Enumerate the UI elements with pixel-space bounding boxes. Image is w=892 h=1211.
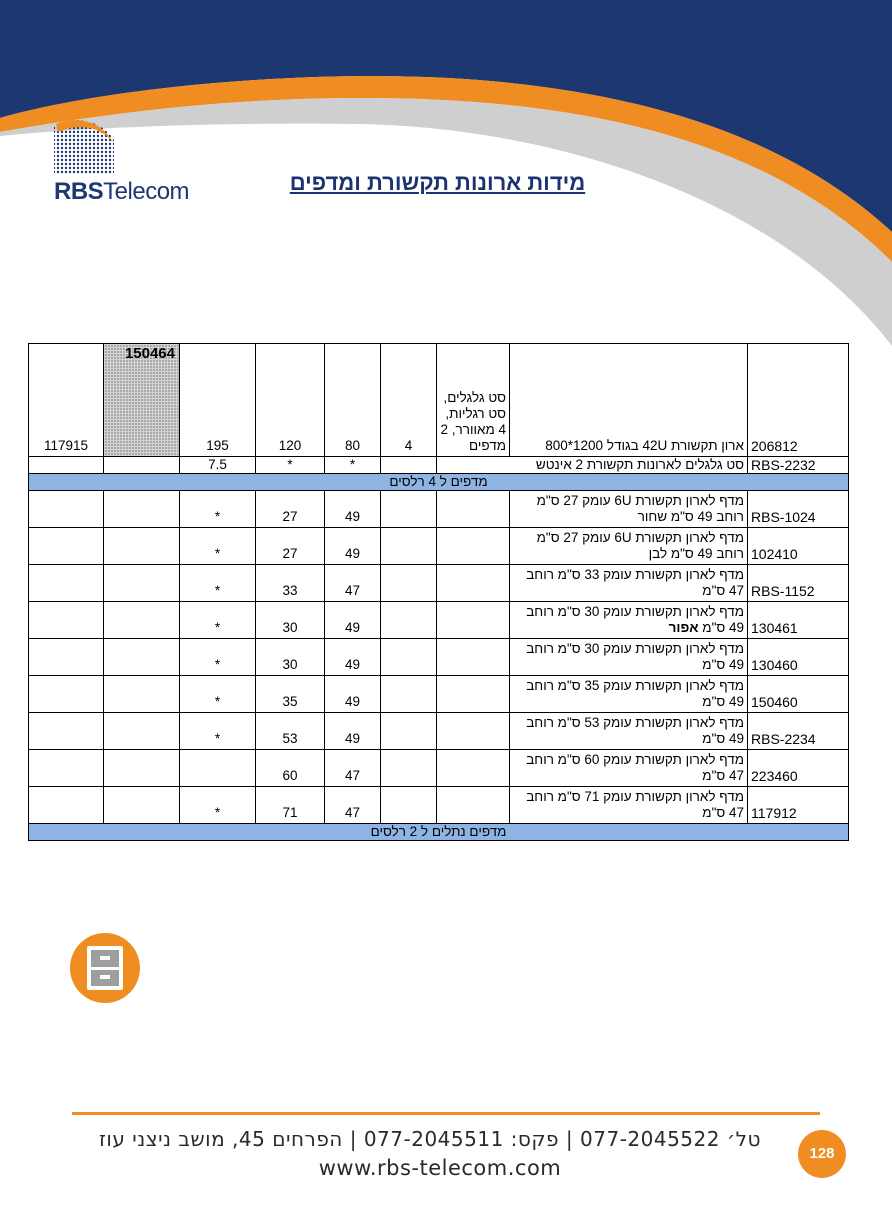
table-row	[29, 565, 849, 602]
item-description-text: מדף לארון תקשורת עומק 30 ס"מ רוחב 49 ס"מ	[526, 604, 744, 635]
cell-c5: *	[256, 457, 325, 474]
item-description: מדף לארון תקשורת עומק 30 ס"מ רוחב 49 ס"מ	[510, 639, 748, 676]
footer-contact: טל׳ 077-2045522 | פקס: 077-2045511 | הפרחים 45, מושב ניצני עוז	[98, 1127, 761, 1151]
item-description: מדף לארון תקשורת עומק 33 ס"מ רוחב 47 ס"מ	[510, 565, 748, 602]
cell-depth: 27	[256, 528, 325, 565]
cell-c7	[104, 565, 180, 602]
item-code: 150460	[748, 676, 849, 713]
cell-width: 49	[325, 713, 381, 750]
cell-c8	[29, 565, 104, 602]
page-number-badge: 128	[798, 1130, 846, 1178]
table-row	[29, 713, 849, 750]
table-row	[29, 676, 849, 713]
cell-c7	[104, 787, 180, 824]
cell-c8: 117915	[29, 344, 104, 457]
cell-star: *	[180, 676, 256, 713]
cell-depth: 60	[256, 750, 325, 787]
cell-c7	[104, 491, 180, 528]
cell-star: *	[180, 528, 256, 565]
cell-width: 47	[325, 565, 381, 602]
section-header	[29, 474, 849, 491]
cell-width: 47	[325, 750, 381, 787]
cell-c2	[437, 528, 510, 565]
cell-c4: *	[325, 457, 381, 474]
table-row	[29, 639, 849, 676]
cell-c2	[437, 750, 510, 787]
cell-star: *	[180, 787, 256, 824]
cell-star: *	[180, 639, 256, 676]
cell-c8	[29, 676, 104, 713]
cell-c4: 80	[325, 344, 381, 457]
item-code: 206812	[748, 344, 849, 457]
table-row	[29, 602, 849, 639]
cell-depth: 30	[256, 602, 325, 639]
item-description	[510, 602, 748, 639]
cell-width: 49	[325, 528, 381, 565]
item-description: מדף לארון תקשורת עומק 35 ס"מ רוחב 49 ס"מ	[510, 676, 748, 713]
item-code: RBS-2234	[748, 713, 849, 750]
cell-c7	[104, 639, 180, 676]
item-code: 130461	[748, 602, 849, 639]
cell-star: *	[180, 491, 256, 528]
cell-c8	[29, 787, 104, 824]
cell-c8	[29, 602, 104, 639]
item-code: 117912	[748, 787, 849, 824]
table-row	[29, 528, 849, 565]
cell-depth: 27	[256, 491, 325, 528]
drawer-glyph	[70, 933, 140, 1003]
cell-c3	[381, 713, 437, 750]
rbs-telecom-logo	[52, 118, 192, 208]
page-title: מידות ארונות תקשורת ומדפים	[289, 170, 586, 195]
cell-c2	[437, 565, 510, 602]
cell-c2	[437, 602, 510, 639]
item-description: מדף לארון תקשורת עומק 53 ס"מ רוחב 49 ס"מ	[510, 713, 748, 750]
cell-c2	[437, 676, 510, 713]
cabinet-drawer-icon	[70, 933, 140, 1003]
item-description: סט גלגלים לארונות תקשורת 2 אינטש	[437, 457, 748, 474]
cell-c7	[104, 528, 180, 565]
table-row	[29, 491, 849, 528]
logo-brand-light: Telecom	[103, 178, 190, 205]
cell-c8	[29, 639, 104, 676]
item-description: מדף לארון תקשורת 6U עומק 27 ס"מ רוחב 49 ס"מ לבן	[510, 528, 748, 565]
cell-depth: 33	[256, 565, 325, 602]
cell-c8	[29, 713, 104, 750]
cell-c6: 195	[180, 344, 256, 457]
cell-c8	[29, 750, 104, 787]
item-extras: סט גלגלים, סט רגליות, 4 מאוורר, 2 מדפים	[437, 344, 510, 457]
cell-width: 47	[325, 787, 381, 824]
cell-c3	[381, 676, 437, 713]
cell-width: 49	[325, 639, 381, 676]
cell-c7	[104, 750, 180, 787]
item-code: 130460	[748, 639, 849, 676]
cell-c2	[437, 713, 510, 750]
cell-c7	[104, 602, 180, 639]
cell-c2	[437, 491, 510, 528]
table-row	[29, 457, 849, 474]
cell-depth: 53	[256, 713, 325, 750]
section-title: מדפים ל 4 רלסים	[29, 474, 849, 491]
table-row	[29, 750, 849, 787]
item-code: RBS-1152	[748, 565, 849, 602]
cell-c8	[29, 457, 104, 474]
table-row	[29, 787, 849, 824]
section-header	[29, 824, 849, 841]
cell-width: 49	[325, 676, 381, 713]
cell-c7: 150464	[104, 344, 180, 457]
cell-star: *	[180, 565, 256, 602]
cell-c6: 7.5	[180, 457, 256, 474]
cell-c3: 4	[381, 344, 437, 457]
cell-depth: 35	[256, 676, 325, 713]
cell-c3	[381, 602, 437, 639]
cell-width: 49	[325, 602, 381, 639]
section-title: מדפים נתלים ל 2 רלסים	[29, 824, 849, 841]
item-description: מדף לארון תקשורת 6U עומק 27 ס"מ רוחב 49 ס"מ שחור	[510, 491, 748, 528]
logo-globe-icon	[52, 118, 116, 176]
cell-c5: 120	[256, 344, 325, 457]
item-color-label: אפור	[668, 620, 699, 635]
cell-c2	[437, 787, 510, 824]
cell-c8	[29, 528, 104, 565]
item-code: RBS-1024	[748, 491, 849, 528]
cell-width: 49	[325, 491, 381, 528]
item-description: מדף לארון תקשורת עומק 60 ס"מ רוחב 47 ס"מ	[510, 750, 748, 787]
cell-depth: 71	[256, 787, 325, 824]
cell-c7	[104, 457, 180, 474]
cell-c7	[104, 713, 180, 750]
item-description: מדף לארון תקשורת עומק 71 ס"מ רוחב 47 ס"מ	[510, 787, 748, 824]
item-code: RBS-2232	[748, 457, 849, 474]
cell-c3	[381, 528, 437, 565]
cell-c2	[437, 639, 510, 676]
cell-c3	[381, 457, 437, 474]
cell-c3	[381, 750, 437, 787]
cell-star	[180, 750, 256, 787]
cell-depth: 30	[256, 639, 325, 676]
item-description: ארון תקשורת 42U בגודל 1200*800	[510, 344, 748, 457]
footer-website-link[interactable]: www.rbs-telecom.com	[318, 1156, 562, 1180]
dimensions-table	[28, 343, 849, 841]
cell-c3	[381, 639, 437, 676]
table-row	[29, 344, 849, 457]
logo-brand-bold: RBS	[54, 178, 104, 205]
cell-star: *	[180, 713, 256, 750]
footer-divider	[72, 1112, 820, 1115]
cell-c8	[29, 491, 104, 528]
cell-c3	[381, 491, 437, 528]
cell-c3	[381, 565, 437, 602]
cell-star: *	[180, 602, 256, 639]
item-code: 102410	[748, 528, 849, 565]
cell-c3	[381, 787, 437, 824]
item-code: 223460	[748, 750, 849, 787]
cell-c7	[104, 676, 180, 713]
